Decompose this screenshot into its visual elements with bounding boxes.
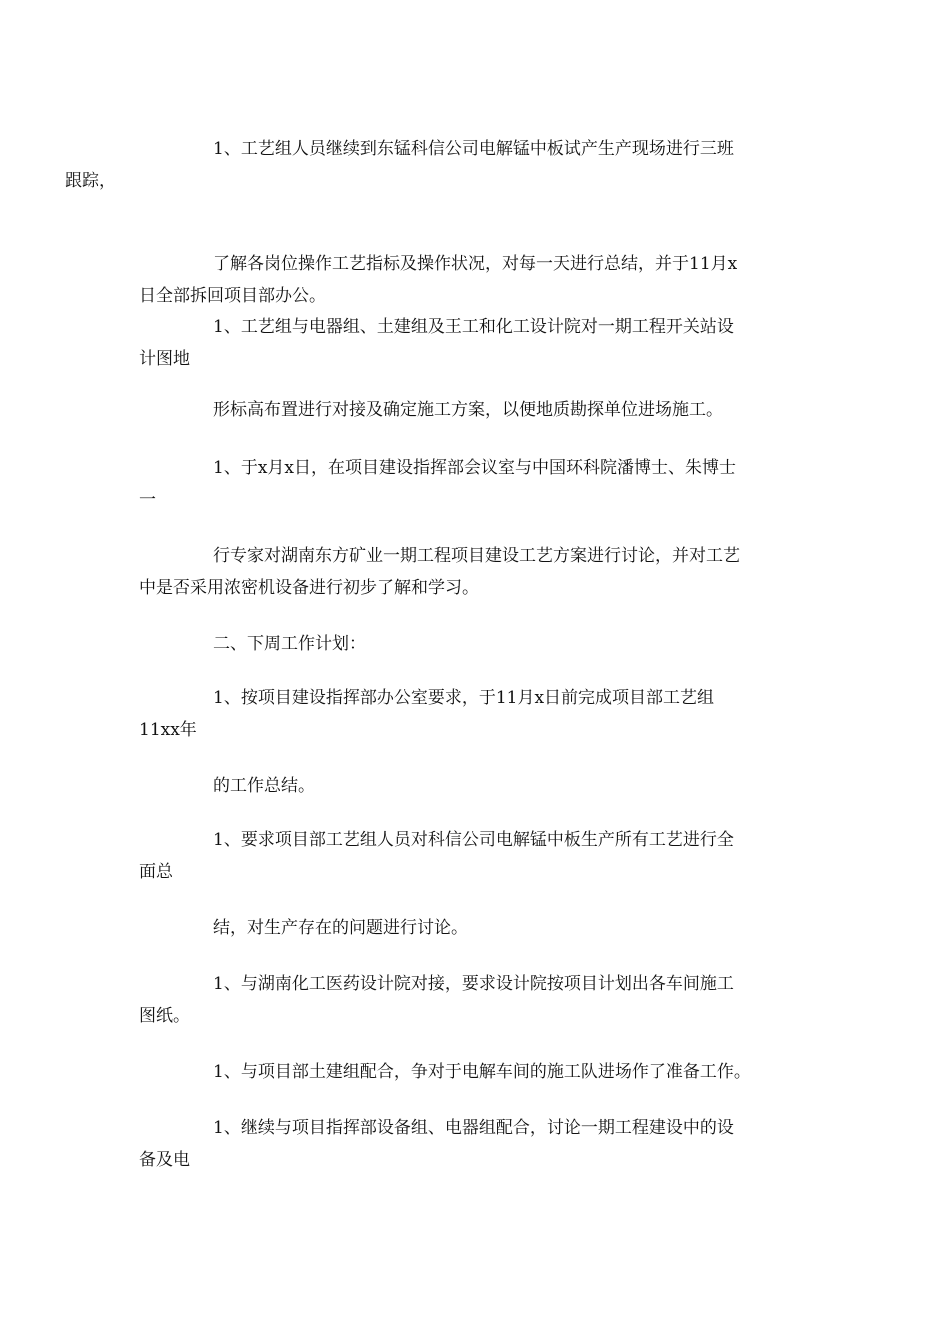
paragraph-line: 形标高布置进行对接及确定施工方案，以便地质勘探单位进场施工。 — [213, 400, 723, 420]
paragraph-line: 1、工艺组与电器组、土建组及王工和化工设计院对一期工程开关站设 — [213, 317, 734, 337]
paragraph-9 — [139, 824, 819, 888]
paragraph-line: 的工作总结。 — [213, 776, 315, 796]
paragraph-line: 日全部拆回项目部办公。 — [139, 286, 326, 306]
paragraph-line: 计图地 — [139, 349, 190, 369]
paragraph-line: 跟踪， — [65, 171, 116, 191]
paragraph-line: 1、于x月x日，在项目建设指挥部会议室与中国环科院潘博士、朱博士 — [213, 458, 736, 478]
paragraph-line: 1、与项目部土建组配合，争对于电解车间的施工队进场作了准备工作。 — [213, 1062, 751, 1082]
paragraph-2 — [139, 248, 819, 312]
paragraph-line: 了解各岗位操作工艺指标及操作状况，对每一天进行总结，并于11月x — [213, 254, 738, 274]
paragraph-8 — [139, 770, 819, 802]
paragraph-line: 行专家对湖南东方矿业一期工程项目建设工艺方案进行讨论，并对工艺 — [213, 546, 740, 566]
paragraph-13 — [139, 1112, 819, 1176]
paragraph-line: 1、工艺组人员继续到东锰科信公司电解锰中板试产生产现场进行三班 — [213, 139, 734, 159]
paragraph-line: 中是否采用浓密机设备进行初步了解和学习。 — [139, 578, 479, 598]
paragraph-line: 11xx年 — [139, 720, 197, 740]
paragraph-3 — [139, 311, 819, 375]
paragraph-4 — [139, 394, 819, 426]
paragraph-line: 1、与湖南化工医药设计院对接，要求设计院按项目计划出各车间施工 — [213, 974, 734, 994]
paragraph-7 — [139, 682, 819, 746]
paragraph-line: 二、下周工作计划： — [213, 634, 366, 654]
section-heading — [139, 628, 819, 660]
paragraph-line: 1、要求项目部工艺组人员对科信公司电解锰中板生产所有工艺进行全 — [213, 830, 734, 850]
paragraph-line: 1、按项目建设指挥部办公室要求，于11月x日前完成项目部工艺组 — [213, 688, 715, 708]
paragraph-line: 1、继续与项目指挥部设备组、电器组配合，讨论一期工程建设中的设 — [213, 1118, 734, 1138]
paragraph-line: 结，对生产存在的问题进行讨论。 — [213, 918, 468, 938]
paragraph-line: 面总 — [139, 862, 173, 882]
paragraph-11 — [139, 968, 819, 1032]
paragraph-line: 备及电 — [139, 1150, 190, 1170]
paragraph-line: 图纸。 — [139, 1006, 190, 1026]
paragraph-1 — [65, 133, 819, 197]
paragraph-10 — [139, 912, 819, 944]
paragraph-5 — [139, 452, 819, 516]
paragraph-12 — [139, 1056, 819, 1088]
paragraph-6 — [139, 540, 819, 604]
paragraph-line: 一 — [139, 490, 156, 510]
